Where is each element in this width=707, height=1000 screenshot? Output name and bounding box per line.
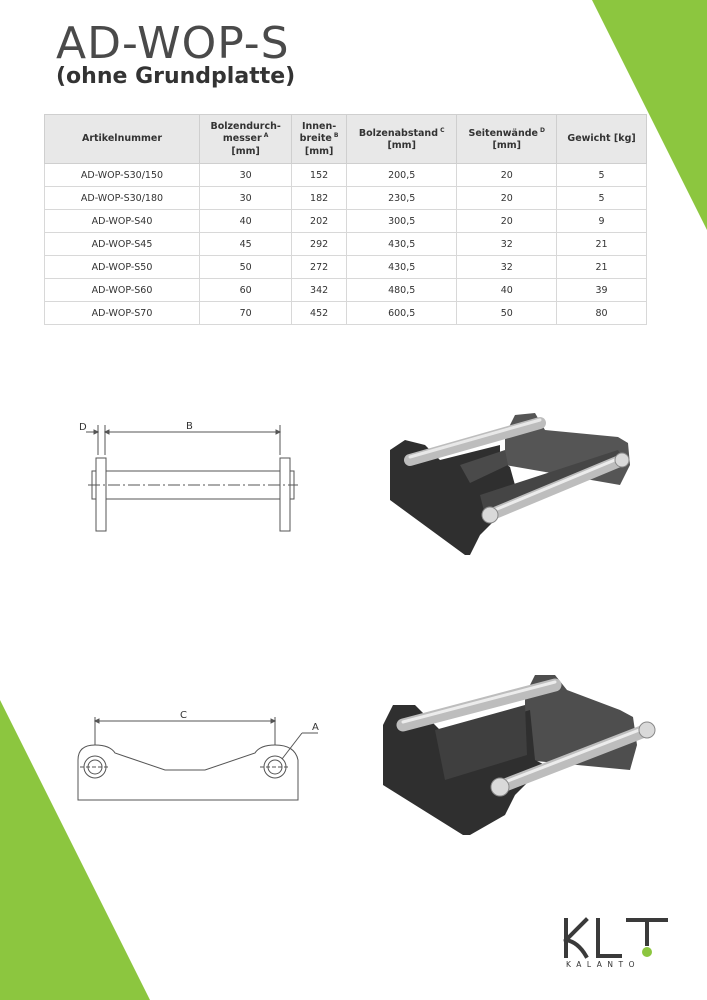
table-cell: 230,5 (346, 187, 457, 210)
table-row (45, 302, 647, 325)
table-cell: 5 (557, 164, 647, 187)
table-cell: AD-WOP-S40 (45, 210, 200, 233)
column-header: Artikelnummer (45, 115, 200, 164)
product-render-side (375, 665, 665, 845)
table-cell: 202 (292, 210, 347, 233)
dimension-label-c: C (180, 710, 187, 721)
table-cell: 292 (292, 233, 347, 256)
table-cell: 40 (457, 279, 557, 302)
table-cell: 200,5 (346, 164, 457, 187)
table-row (45, 256, 647, 279)
column-header: Seitenwände $^D$ [mm] (457, 115, 557, 164)
table-cell: 430,5 (346, 233, 457, 256)
table-cell: 30 (200, 164, 292, 187)
table-cell: AD-WOP-S70 (45, 302, 200, 325)
column-header: Innen- breite $^B$ [mm] (292, 115, 347, 164)
table-cell: 32 (457, 233, 557, 256)
column-header: Bolzendurch- messer $^A$ [mm] (200, 115, 292, 164)
table-row (45, 210, 647, 233)
table-cell: 9 (557, 210, 647, 233)
table-row (45, 233, 647, 256)
page-subtitle: (ohne Grundplatte) (56, 64, 296, 89)
table-cell: 45 (200, 233, 292, 256)
logo-subtext: KALANTO (566, 960, 640, 969)
table-cell: 300,5 (346, 210, 457, 233)
dimension-label-b: B (186, 421, 193, 432)
table-row (45, 279, 647, 302)
table-cell: 50 (200, 256, 292, 279)
table-cell: 20 (457, 210, 557, 233)
column-header: Gewicht [kg] (557, 115, 647, 164)
specs-table (44, 114, 647, 325)
table-cell: 5 (557, 187, 647, 210)
table-cell: 30 (200, 187, 292, 210)
table-row (45, 164, 647, 187)
table-cell: 182 (292, 187, 347, 210)
table-cell: 480,5 (346, 279, 457, 302)
table-cell: 80 (557, 302, 647, 325)
table-cell: 60 (200, 279, 292, 302)
table-cell: 430,5 (346, 256, 457, 279)
table-cell: 32 (457, 256, 557, 279)
table-cell: 20 (457, 187, 557, 210)
table-cell: 20 (457, 164, 557, 187)
dimension-label-a: A (312, 722, 319, 733)
table-cell: 152 (292, 164, 347, 187)
table-cell: 342 (292, 279, 347, 302)
table-cell: 50 (457, 302, 557, 325)
table-cell: AD-WOP-S60 (45, 279, 200, 302)
table-cell: 272 (292, 256, 347, 279)
table-cell: AD-WOP-S45 (45, 233, 200, 256)
table-cell: 40 (200, 210, 292, 233)
table-cell: AD-WOP-S30/150 (45, 164, 200, 187)
table-cell: AD-WOP-S50 (45, 256, 200, 279)
table-cell: 21 (557, 233, 647, 256)
table-cell: 21 (557, 256, 647, 279)
dimension-label-d: D (79, 422, 87, 433)
product-render-top (380, 405, 640, 565)
table-cell: 600,5 (346, 302, 457, 325)
technical-drawing-top (68, 415, 308, 540)
table-cell: 70 (200, 302, 292, 325)
table-row (45, 187, 647, 210)
table-cell: 39 (557, 279, 647, 302)
table-header-row (45, 115, 647, 164)
page-title: AD-WOP-S (56, 18, 290, 69)
table-cell: 452 (292, 302, 347, 325)
table-cell: AD-WOP-S30/180 (45, 187, 200, 210)
technical-drawing-side (70, 705, 340, 815)
column-header: Bolzenabstand $^C$ [mm] (346, 115, 457, 164)
